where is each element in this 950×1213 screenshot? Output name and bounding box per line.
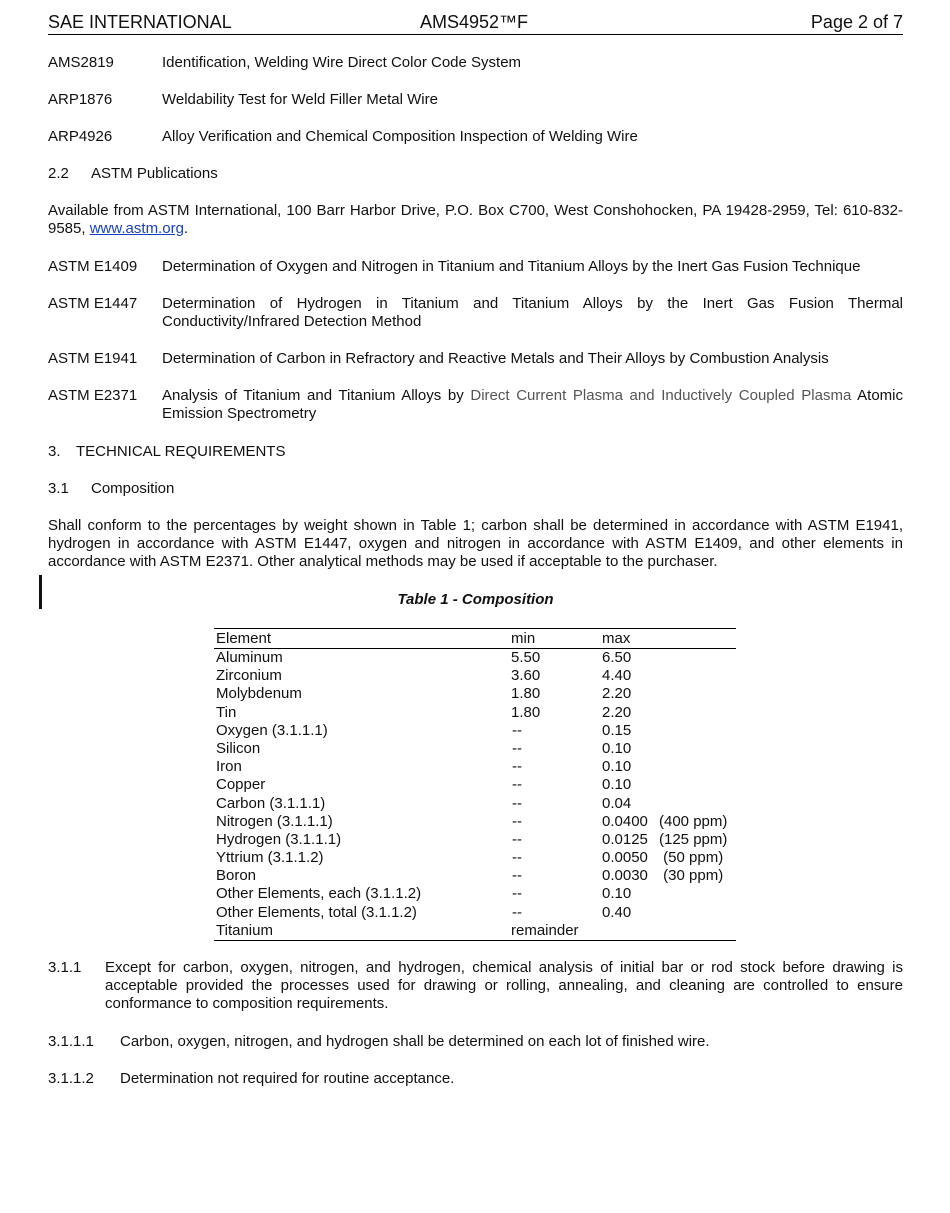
cell-min: -- [512,849,522,867]
cell-max: 0.10 [602,739,632,757]
cell-element: Iron [216,758,242,776]
cell-min: -- [512,776,522,794]
composition-paragraph: Shall conform to the percentages by weight shown in Table 1; carbon shall be determined in accordance with ASTM E1941, hydrogen in accordance with ASTM E1447, oxygen and nitrogen in accordance with ASTM E1409, and other elements in accordance with ASTM E2371. Other analytical methods may be used if acceptable to the purchaser. [48,517,903,570]
table-rule [214,940,736,941]
section-number: 3.1 [48,480,69,497]
reference-title [162,387,903,423]
cell-element: Carbon (3.1.1.1) [216,794,326,812]
cell-ppm: (30 ppm) [659,867,724,885]
section-number: 3. [48,443,61,460]
astm-availability-paragraph [48,202,903,238]
cell-element: Titanium [216,921,273,939]
table-row [214,849,736,867]
cell-element: Oxygen (3.1.1.1) [216,721,328,739]
column-header-min: min [511,630,536,647]
subsection-text: Except for carbon, oxygen, nitrogen, and hydrogen, chemical analysis of initial bar or rod stock before drawing is acceptable provided the processes used for drawing or rolling, annealing, and cleaning are controlled to ensure conformance to composition requirements. [105,959,903,1012]
cell-max: 0.0400 [602,812,648,830]
cell-element: Copper [216,776,266,794]
composition-table [214,628,736,941]
cell-min: -- [512,721,522,739]
cell-max: 0.10 [602,758,632,776]
table-row [214,922,736,940]
cell-max: 4.40 [602,667,632,685]
cell-max: 0.0050 [602,849,648,867]
availability-text: Available from ASTM International, 100 Barr Harbor Drive, P.O. Box C700, West Conshohocken, PA 19428-2959, Tel: 610-832-9585, [48,202,903,237]
cell-min: -- [512,812,522,830]
subsection-number: 3.1.1.1 [48,1033,94,1050]
cell-element: Silicon [216,739,261,757]
table-row [214,867,736,885]
reference-code: ARP4926 [48,128,113,145]
reference-code: ASTM E1409 [48,258,138,275]
cell-element: Nitrogen (3.1.1.1) [216,812,333,830]
reference-title: Determination of Hydrogen in Titanium and Titanium Alloys by the Inert Gas Fusion Thermal Conductivity/Infrared Detection Method [162,295,903,330]
cell-max: 0.04 [602,794,632,812]
header-organization: SAE INTERNATIONAL [48,12,232,32]
table-row [214,704,736,722]
cell-max: 0.10 [602,885,632,903]
astm-website-link[interactable]: www.astm.org [89,220,184,237]
cell-max: 0.10 [602,776,632,794]
reference-code: ASTM E1941 [48,350,138,367]
cell-max: 0.40 [602,903,632,921]
subsection-text: Determination not required for routine acceptance. [120,1070,455,1087]
header-page-number: Page 2 of 7 [810,12,903,32]
cell-min: -- [512,794,522,812]
cell-min: remainder [511,921,579,939]
cell-max: 0.0030 [602,867,648,885]
table-row [214,904,736,922]
page-header [48,12,903,35]
availability-trail: . [183,220,189,237]
subsection-text: Carbon, oxygen, nitrogen, and hydrogen shall be determined on each lot of finished wire. [120,1033,710,1050]
reference-title-part: Direct Current Plasma and Inductively Coupled Plasma [470,387,852,404]
table-row [214,722,736,740]
cell-element: Tin [216,703,237,721]
cell-min: -- [512,885,522,903]
cell-element: Other Elements, total (3.1.1.2) [216,903,417,921]
cell-element: Hydrogen (3.1.1.1) [216,830,342,848]
column-header-max: max [602,630,631,647]
subsection-number: 3.1.1 [48,959,82,976]
table-row [214,649,736,667]
cell-max: 0.0125 [602,830,648,848]
cell-min: -- [512,867,522,885]
cell-min: 1.80 [511,703,541,721]
cell-min: 5.50 [511,649,541,666]
reference-title: Alloy Verification and Chemical Composition Inspection of Welding Wire [162,128,638,145]
cell-element: Aluminum [216,649,283,666]
section-title: TECHNICAL REQUIREMENTS [76,443,286,460]
reference-title: Weldability Test for Weld Filler Metal Wire [162,91,438,108]
cell-min: -- [512,739,522,757]
table-row [214,795,736,813]
table-row [214,667,736,685]
section-title: Composition [91,480,175,497]
table-row [214,885,736,903]
cell-element: Other Elements, each (3.1.1.2) [216,885,422,903]
reference-title: Identification, Welding Wire Direct Color Code System [162,54,522,71]
reference-title-part: Atomic Emission Spectrometry [162,387,903,422]
table-row [214,685,736,703]
cell-element: Molybdenum [216,685,302,703]
revision-change-bar [39,575,42,609]
cell-max: 2.20 [602,703,632,721]
cell-element: Zirconium [216,667,282,685]
cell-min: -- [512,830,522,848]
subsection-number: 3.1.1.2 [48,1070,94,1087]
reference-code: ASTM E1447 [48,295,138,312]
table-row [214,813,736,831]
section-number: 2.2 [48,165,69,182]
header-document-number: AMS4952™F [420,12,529,32]
cell-ppm: (50 ppm) [659,849,724,867]
table-caption: Table 1 - Composition [397,591,554,608]
reference-title: Determination of Oxygen and Nitrogen in Titanium and Titanium Alloys by the Inert Gas Fusion Technique [162,258,861,275]
cell-max: 6.50 [602,649,632,666]
cell-element: Yttrium (3.1.1.2) [216,849,324,867]
cell-min: -- [512,758,522,776]
cell-element: Boron [216,867,257,885]
reference-code: ASTM E2371 [48,387,138,404]
table-header-row [214,629,736,648]
table-row [214,740,736,758]
section-title: ASTM Publications [91,165,218,182]
table-row [214,758,736,776]
cell-ppm: (400 ppm) [659,812,728,830]
reference-title: Determination of Carbon in Refractory and Reactive Metals and Their Alloys by Combustion Analysis [162,350,829,367]
reference-code: AMS2819 [48,54,114,71]
table-body [214,649,736,940]
reference-code: ARP1876 [48,91,113,108]
column-header-element: Element [216,630,272,647]
table-row [214,831,736,849]
cell-max: 2.20 [602,685,632,703]
cell-min: 1.80 [511,685,541,703]
cell-ppm: (125 ppm) [659,830,728,848]
cell-min: -- [512,903,522,921]
cell-min: 3.60 [511,667,541,685]
cell-max: 0.15 [602,721,632,739]
table-row [214,776,736,794]
reference-title-part: Analysis of Titanium and Titanium Alloys by [162,387,471,404]
